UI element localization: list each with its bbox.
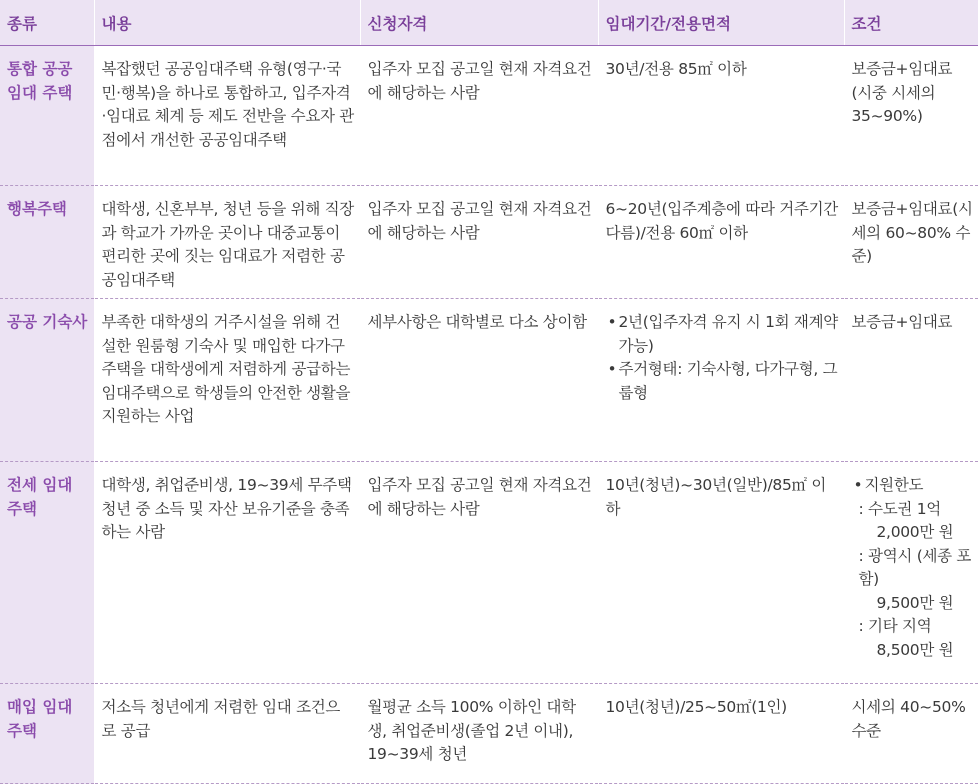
support-limit-amount: 8,500만 원: [876, 640, 954, 659]
header-condition: 조건: [844, 0, 978, 46]
table-row: [0, 186, 978, 299]
header-period: 임대기간/전용면적: [598, 0, 844, 46]
eligibility-cell: 세부사항은 대학별로 다소 상이함: [360, 299, 598, 462]
header-row: [0, 0, 978, 46]
support-limit-title: • 지원한도: [852, 474, 974, 498]
content-cell: 복잡했던 공공임대주택 유형(영구·국민·행복)을 하나로 통합하고, 입주자격·임대료 체계 등 제도 전반을 수요자 관점에서 개선한 공공임대주택: [94, 46, 360, 186]
housing-type-cell: [0, 462, 94, 684]
content-cell: 저소득 청년에게 저렴한 임대 조건으로 공급: [94, 684, 360, 784]
eligibility-cell: 입주자 모집 공고일 현재 자격요건에 해당하는 사람: [360, 46, 598, 186]
condition-cell: 보증금+임대료: [844, 299, 978, 462]
support-limit-region: : 수도권 1억: [858, 499, 941, 518]
table-header: [0, 0, 978, 46]
period-bullet-item: • 주거형태: 기숙사형, 다가구형, 그룹형: [606, 358, 839, 405]
table-row: [0, 46, 978, 186]
condition-cell: 보증금+임대료 (시중 시세의 35~90%): [844, 46, 978, 186]
eligibility-cell: 입주자 모집 공고일 현재 자격요건에 해당하는 사람: [360, 462, 598, 684]
period-cell: 6~20년(입주계층에 따라 거주기간 다름)/전용 60㎡ 이하: [598, 186, 844, 299]
eligibility-cell: 월평균 소득 100% 이하인 대학생, 취업준비생(졸업 2년 이내), 19~39세 청년: [360, 684, 598, 784]
support-limit-list: [852, 474, 974, 498]
period-bullet-list: [606, 311, 839, 405]
period-cell: 10년(청년)/25~50㎡(1인): [598, 684, 844, 784]
table-row: [0, 462, 978, 684]
header-content: 내용: [94, 0, 360, 46]
housing-type-cell: [0, 684, 94, 784]
housing-type-label: 전세 임대 주택: [7, 476, 73, 518]
content-cell: 대학생, 취업준비생, 19~39세 무주택 청년 중 소득 및 자산 보유기준을 충족하는 사람: [94, 462, 360, 684]
housing-type-label: 통합 공공 임대 주택: [7, 60, 73, 102]
support-limit-amount: 9,500만 원: [876, 593, 954, 612]
eligibility-cell: 입주자 모집 공고일 현재 자격요건에 해당하는 사람: [360, 186, 598, 299]
condition-cell: 보증금+임대료(시세의 60~80% 수준): [844, 186, 978, 299]
period-cell: [598, 299, 844, 462]
housing-type-cell: [0, 46, 94, 186]
table-row: [0, 299, 978, 462]
content-cell: 부족한 대학생의 거주시설을 위해 건설한 원룸형 기숙사 및 매입한 다가구주택을 대학생에게 저렴하게 공급하는 임대주택으로 학생들의 안전한 생활을 지원하는 사업: [94, 299, 360, 462]
support-limit-region: : 광역시 (세종 포함): [858, 546, 972, 588]
condition-cell: [844, 462, 978, 684]
period-cell: 10년(청년)~30년(일반)/85㎡ 이하: [598, 462, 844, 684]
table-row: [0, 684, 978, 784]
support-limit-region: : 기타 지역: [858, 617, 932, 635]
period-cell: 30년/전용 85㎡ 이하: [598, 46, 844, 186]
content-cell: 대학생, 신혼부부, 청년 등을 위해 직장과 학교가 가까운 곳이나 대중교통이 편리한 곳에 짓는 임대료가 저렴한 공공임대주택: [94, 186, 360, 299]
housing-type-label: 행복주택: [7, 200, 67, 218]
housing-type-label: 공공 기숙사: [7, 313, 88, 331]
header-eligibility: 신청자격: [360, 0, 598, 46]
period-bullet-item: • 2년(입주자격 유지 시 1회 재계약 가능): [606, 311, 839, 358]
housing-type-label: 매입 임대 주택: [7, 698, 73, 740]
housing-type-cell: [0, 186, 94, 299]
housing-type-cell: [0, 299, 94, 462]
header-type: 종류: [0, 0, 94, 46]
condition-cell: 시세의 40~50% 수준: [844, 684, 978, 784]
support-limit-amount: 2,000만 원: [876, 523, 954, 541]
table-body: [0, 46, 978, 784]
